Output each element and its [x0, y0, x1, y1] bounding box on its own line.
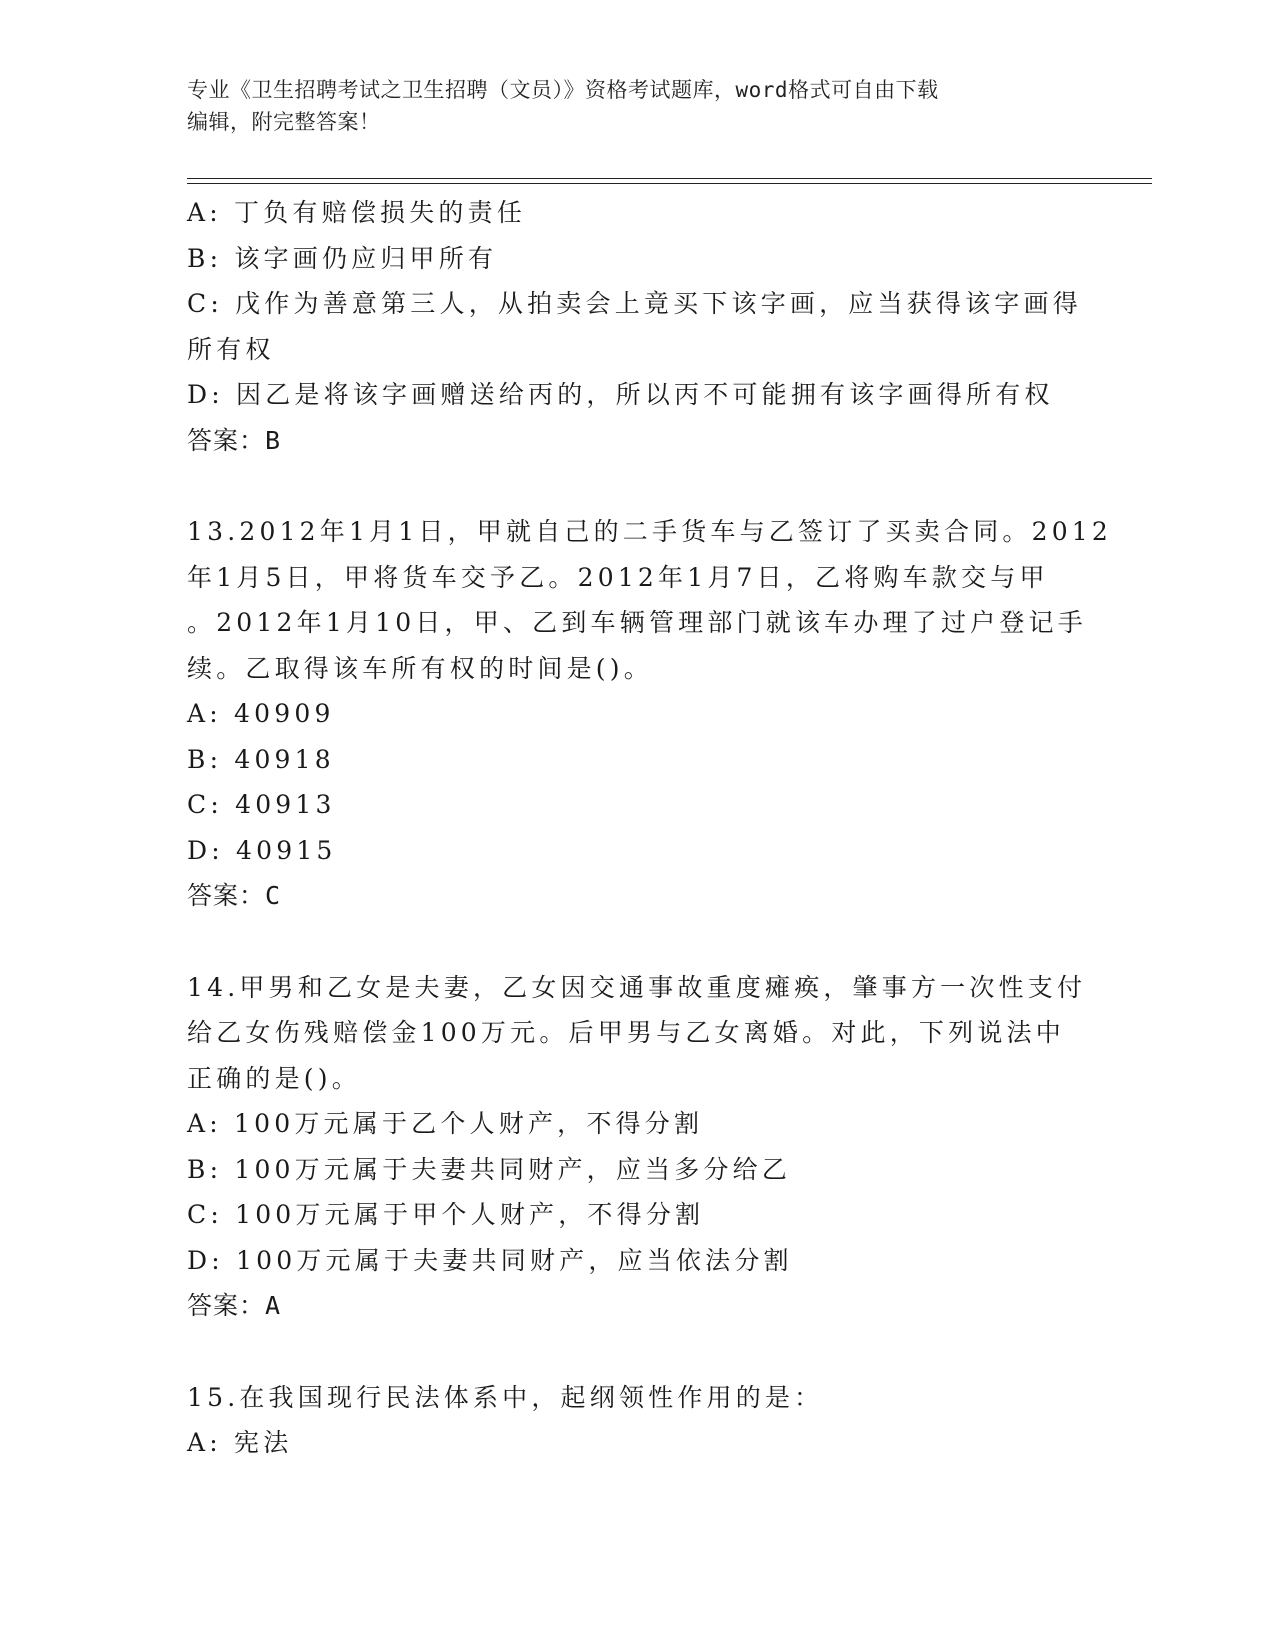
answer-line [187, 1283, 1092, 1329]
question-stem-line: 15.在我国现行民法体系中，起纲领性作用的是： [187, 1382, 824, 1412]
question-stem-line: 续。乙取得该车所有权的时间是()。 [187, 653, 653, 683]
question-stem-line: 14.甲男和乙女是夫妻，乙女因交通事故重度瘫痪，肇事方一次性支付 [187, 972, 1087, 1002]
question-12 [187, 190, 1092, 463]
question-stem-line: 正确的是()。 [187, 1063, 361, 1093]
answer-value: B [265, 425, 282, 455]
option-line: 所有权 [187, 334, 275, 364]
header-line-1: 专业《卫生招聘考试之卫生招聘（文员）》资格考试题库，word格式可自由下载 [187, 78, 939, 102]
document-header [187, 74, 1087, 138]
header-rule-top [187, 178, 1152, 179]
answer-line [187, 418, 1092, 464]
option-line: D: 40915 [187, 835, 337, 865]
option-line: A: 宪法 [187, 1428, 293, 1457]
spacer [187, 919, 1092, 965]
header-rule-bottom [187, 183, 1152, 184]
option-line: D: 100万元属于夫妻共同财产，应当依法分割 [187, 1245, 793, 1275]
question-15 [187, 1375, 1092, 1466]
option-line: C: 40913 [187, 790, 336, 819]
question-stem-line: 年1月5日，甲将货车交予乙。2012年1月7日，乙将购车款交与甲 [187, 562, 1049, 592]
option-line: C: 100万元属于甲个人财产，不得分割 [187, 1200, 705, 1229]
question-stem-line: 给乙女伤残赔偿金100万元。后甲男与乙女离婚。对此，下列说法中 [187, 1018, 1065, 1047]
answer-line [187, 873, 1092, 919]
spacer [187, 463, 1092, 509]
answer-label: 答案： [187, 425, 266, 455]
option-line: A: 40909 [187, 699, 335, 728]
answer-label: 答案： [187, 881, 266, 910]
option-line: B: 40918 [187, 744, 335, 774]
option-line: C: 戊作为善意第三人，从拍卖会上竟买下该字画，应当获得该字画得 [187, 289, 1082, 318]
question-14 [187, 965, 1092, 1329]
option-line: D: 因乙是将该字画赠送给丙的，所以丙不可能拥有该字画得所有权 [187, 380, 1054, 409]
option-line: A: 丁负有赔偿损失的责任 [187, 198, 527, 227]
question-list [187, 190, 1113, 1466]
header-line-2: 编辑，附完整答案！ [187, 110, 381, 134]
question-stem-line: 13.2012年1月1日，甲就自己的二手货车与乙签订了买卖合同。2012 [187, 517, 1113, 546]
answer-label: 答案： [187, 1291, 266, 1320]
option-line: B: 该字画仍应归甲所有 [187, 243, 498, 273]
spacer [187, 1329, 1092, 1375]
answer-value: C [265, 881, 282, 910]
answer-value: A [265, 1291, 282, 1320]
question-stem-line: 。2012年1月10日，甲、乙到车辆管理部门就该车办理了过户登记手 [187, 608, 1087, 637]
question-13 [187, 509, 1113, 919]
option-line: B: 100万元属于夫妻共同财产，应当多分给乙 [187, 1154, 792, 1184]
option-line: A: 100万元属于乙个人财产，不得分割 [187, 1109, 704, 1138]
